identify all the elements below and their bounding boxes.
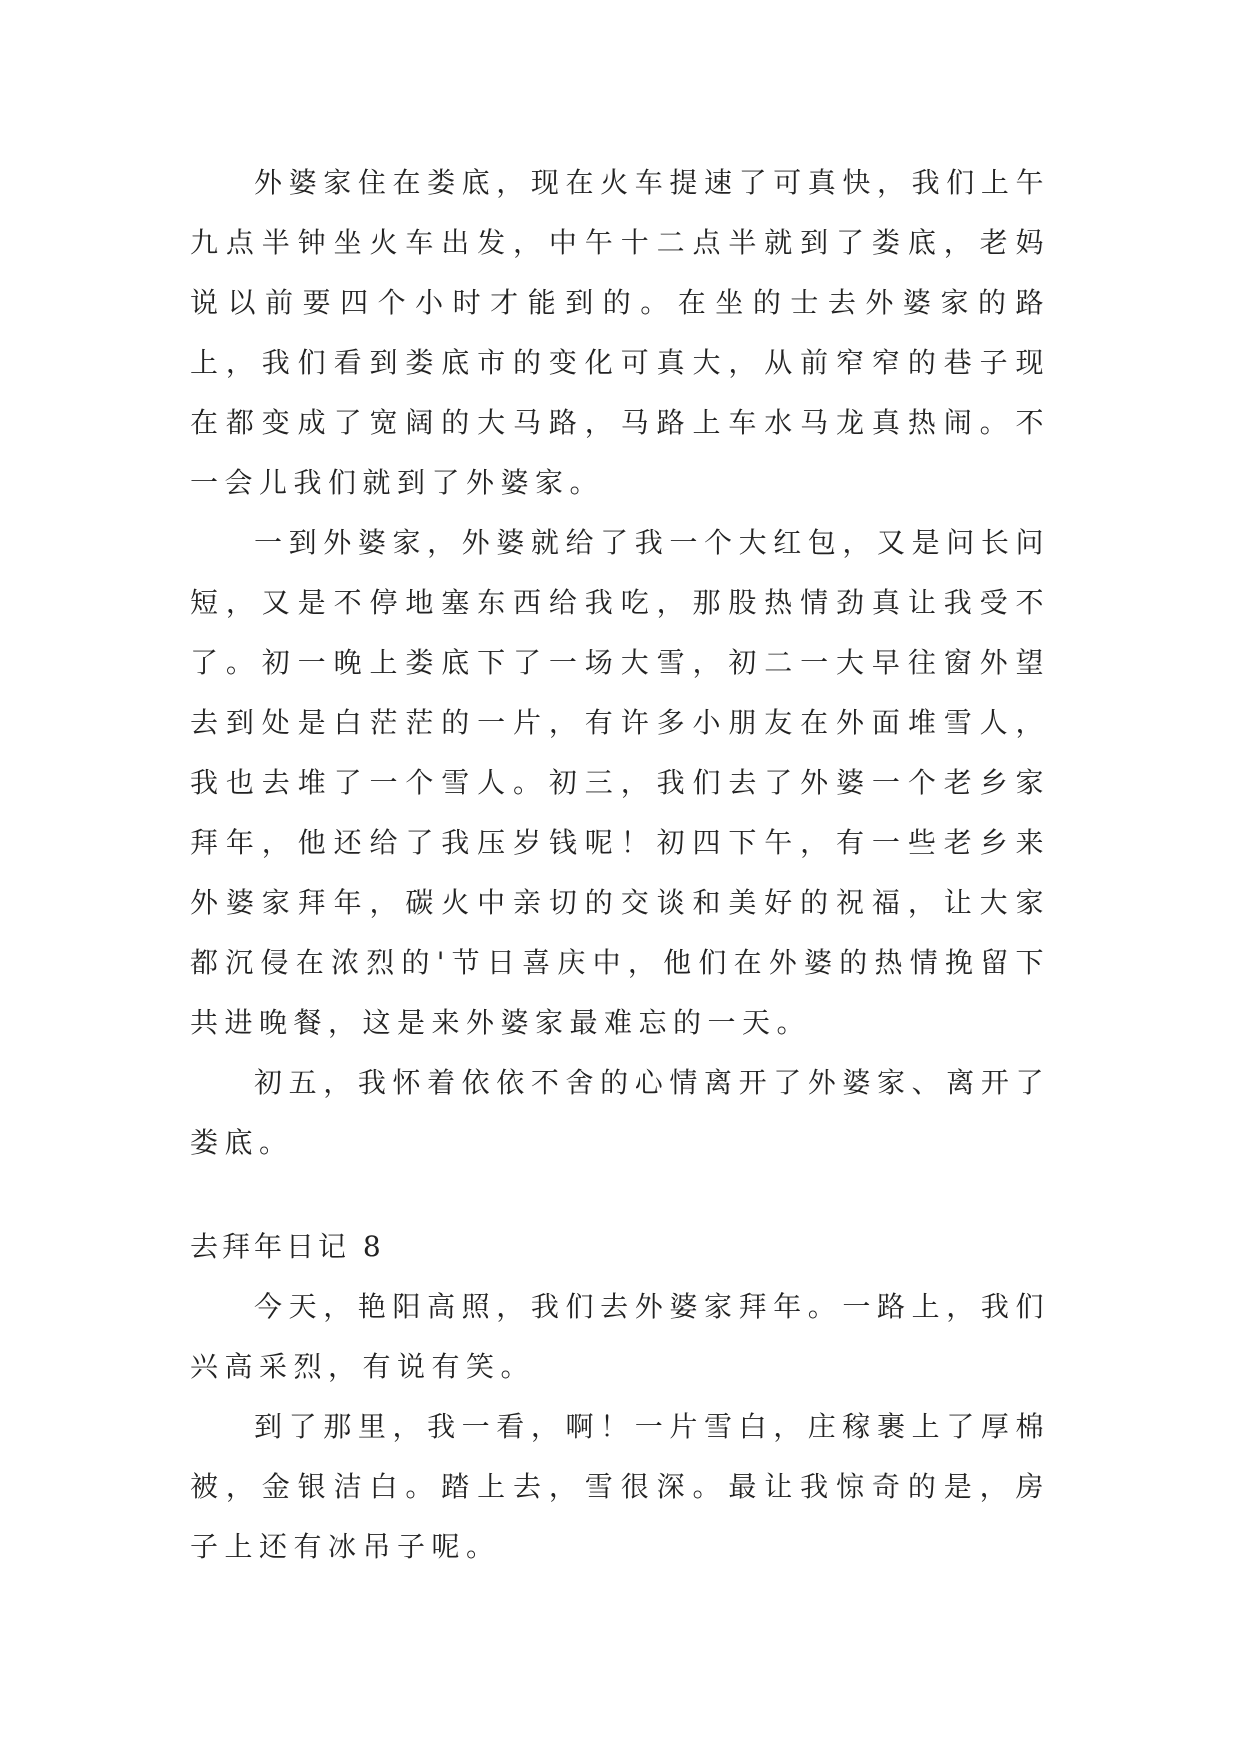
paragraph-2: 一到外婆家，外婆就给了我一个大红包，又是问长问短，又是不停地塞东西给我吃，那股热情劲真让我受不了。初一晚上娄底下了一场大雪，初二一大早往窗外望去到处是白茫茫的一片，有许多小朋友在外面堆雪人，我也去堆了一个雪人。初三，我们去了外婆一个老乡家拜年，他还给了我压岁钱呢！初四下午，有一些老乡来外婆家拜年，碳火中亲切的交谈和美好的祝福，让大家都沉侵在浓烈的'节日喜庆中，他们在外婆的热情挽留下共进晚餐，这是来外婆家最难忘的一天。 [190, 526, 1050, 1039]
document-body [190, 153, 1050, 1577]
section-paragraph-2: 到了那里，我一看，啊！一片雪白，庄稼裹上了厚棉被，金银洁白。踏上去，雪很深。最让我惊奇的是，房子上还有冰吊子呢。 [190, 1410, 1050, 1563]
paragraph-1: 外婆家住在娄底，现在火车提速了可真快，我们上午九点半钟坐火车出发，中午十二点半就到了娄底，老妈说以前要四个小时才能到的。在坐的士去外婆家的路上，我们看到娄底市的变化可真大，从前窄窄的巷子现在都变成了宽阔的大马路，马路上车水马龙真热闹。不一会儿我们就到了外婆家。 [190, 166, 1050, 499]
paragraph-3: 初五，我怀着依依不舍的心情离开了外婆家、离开了娄底。 [190, 1066, 1050, 1159]
section-title: 去拜年日记 8 [190, 1230, 385, 1263]
section-paragraph-1: 今天，艳阳高照，我们去外婆家拜年。一路上，我们兴高采烈，有说有笑。 [190, 1290, 1050, 1383]
